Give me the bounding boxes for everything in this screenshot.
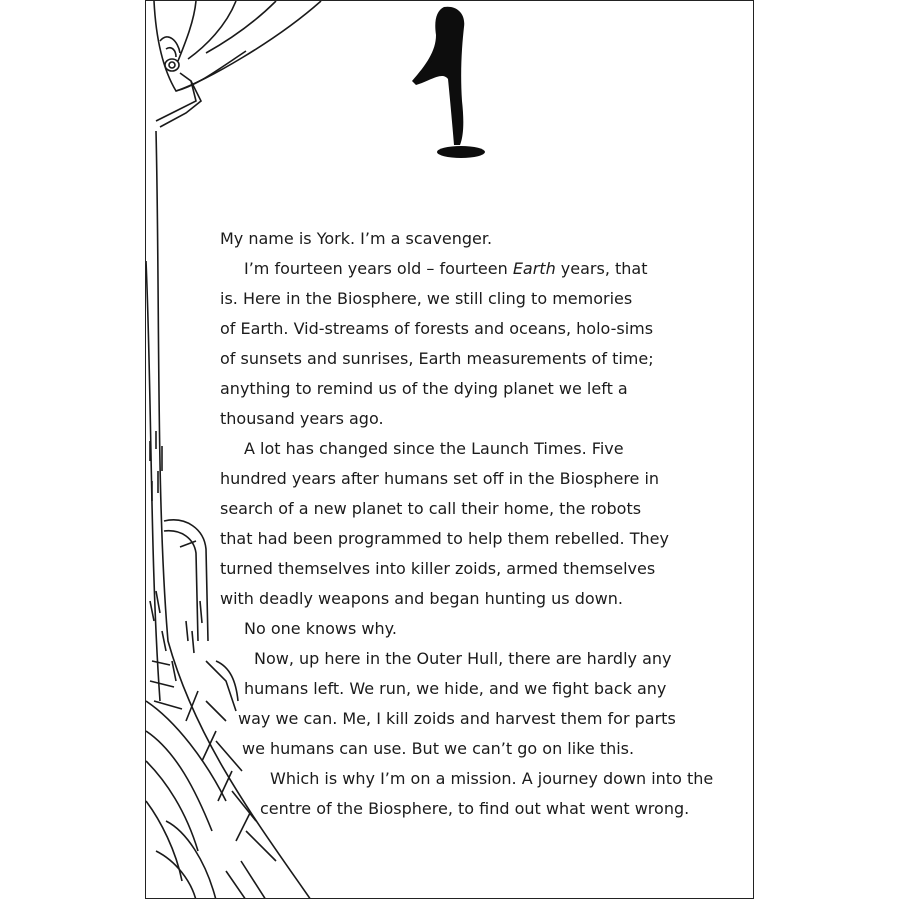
text-line: way we can. Me, I kill zoids and harvest them for parts — [238, 709, 676, 728]
text-line: hundred years after humans set off in the Biosphere in — [220, 469, 660, 488]
text-line: humans left. We run, we hide, and we fight back any — [244, 679, 667, 698]
book-page — [145, 0, 754, 899]
text-line-part: I’m fourteen years old – fourteen — [244, 259, 513, 278]
text-line: anything to remind us of the dying planet we left a — [220, 379, 628, 398]
text-line: Now, up here in the Outer Hull, there are hardly any — [254, 649, 672, 668]
text-line: of sunsets and sunrises, Earth measurements of time; — [220, 349, 654, 368]
text-italic: Earth — [512, 259, 556, 278]
text-line: A lot has changed since the Launch Times. Five — [244, 439, 624, 458]
text-line-part: years, that — [555, 259, 648, 278]
text-line: turned themselves into killer zoids, armed themselves — [220, 559, 656, 578]
text-line: search of a new planet to call their home, the robots — [220, 499, 642, 518]
text-line: with deadly weapons and began hunting us down. — [220, 589, 623, 608]
text-line: that had been programmed to help them rebelled. They — [220, 529, 669, 548]
text-line — [244, 259, 648, 279]
text-line: thousand years ago. — [220, 409, 384, 428]
text-line: is. Here in the Biosphere, we still cling to memories — [220, 289, 633, 308]
chapter-number-ink-drip — [412, 7, 485, 158]
text-line: My name is York. I’m a scavenger. — [220, 229, 493, 248]
text-line: No one knows why. — [244, 619, 397, 638]
text-line: centre of the Biosphere, to find out what went wrong. — [260, 799, 690, 818]
text-line: Which is why I’m on a mission. A journey down into the — [270, 769, 714, 788]
text-line: we humans can use. But we can’t go on like this. — [242, 739, 635, 758]
text-line: of Earth. Vid-streams of forests and oceans, holo-sims — [220, 319, 654, 338]
